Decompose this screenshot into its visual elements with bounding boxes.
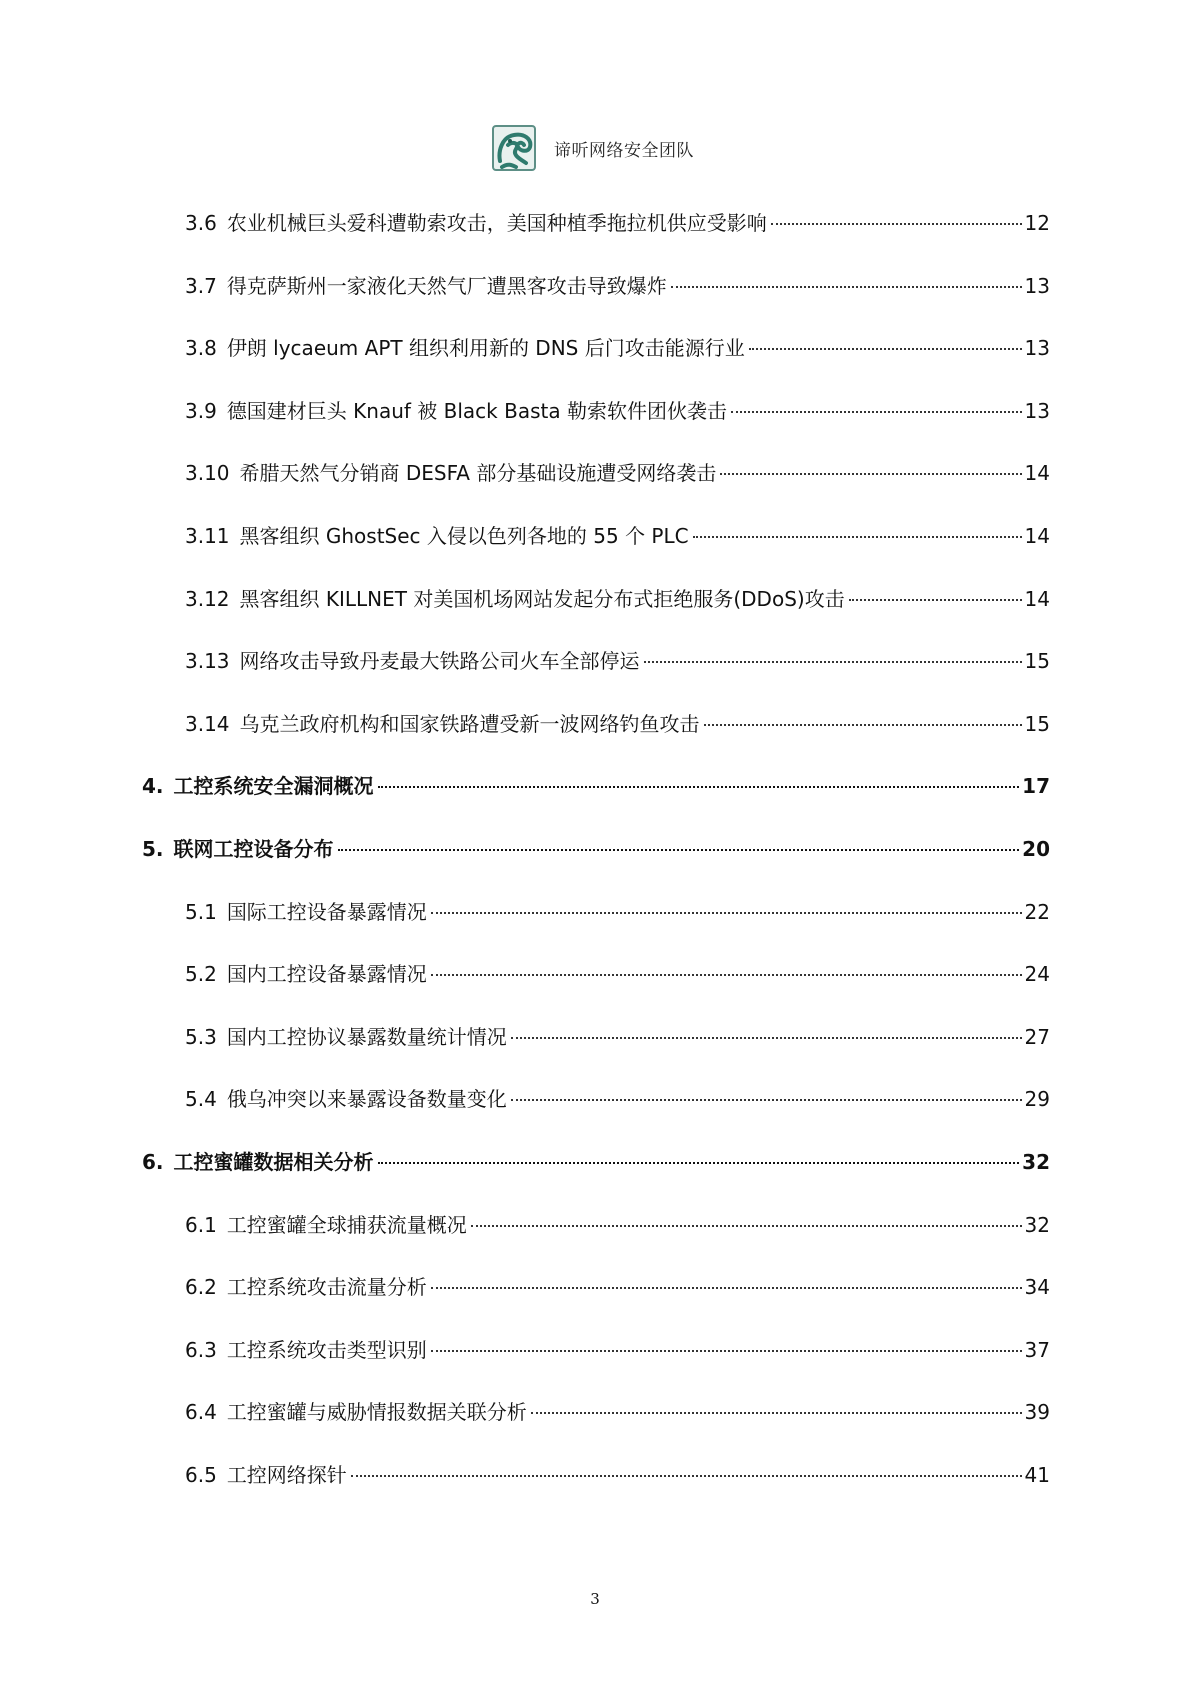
toc-entry-title: 乌克兰政府机构和国家铁路遭受新一波网络钓鱼攻击 <box>239 711 700 736</box>
toc-entry[interactable] <box>185 709 1050 739</box>
toc-entry[interactable] <box>142 771 1050 801</box>
dot-leader <box>431 1287 1022 1289</box>
toc-entry-title: 工控蜜罐全球捕获流量概况 <box>226 1212 467 1237</box>
toc-entry-number: 5.3 <box>185 1024 217 1049</box>
toc-entry[interactable] <box>185 1460 1050 1490</box>
dot-leader <box>511 1099 1022 1101</box>
dot-leader <box>671 286 1022 288</box>
toc-entry-page: 27 <box>1024 1024 1050 1049</box>
toc-entry-page: 32 <box>1024 1212 1050 1237</box>
dot-leader <box>849 599 1022 601</box>
toc-entry-title: 联网工控设备分布 <box>173 837 334 861</box>
toc-entry-number: 4. <box>142 774 164 799</box>
toc-entry-title: 希腊天然气分销商 DESFA 部分基础设施遭受网络袭击 <box>239 461 717 486</box>
dot-leader <box>531 1412 1022 1414</box>
toc-entry-number: 3.7 <box>185 273 217 298</box>
dot-leader <box>731 411 1022 413</box>
dot-leader <box>704 724 1022 726</box>
toc-entry-title: 农业机械巨头爱科遭勒索攻击，美国种植季拖拉机供应受影响 <box>226 211 767 235</box>
dot-leader <box>338 849 1020 851</box>
toc-entry[interactable] <box>142 834 1050 864</box>
toc-entry-page: 24 <box>1024 962 1050 987</box>
toc-entry-title: 黑客组织 GhostSec 入侵以色列各地的 55 个 PLC <box>239 524 689 548</box>
toc-entry-number: 6.1 <box>185 1212 217 1237</box>
toc-entry-title: 工控系统攻击类型识别 <box>226 1337 427 1362</box>
toc-entry[interactable] <box>185 333 1050 363</box>
toc-entry-title: 国内工控设备暴露情况 <box>226 962 427 987</box>
toc-entry-number: 6.4 <box>185 1400 217 1425</box>
dot-leader <box>693 536 1022 538</box>
toc-entry-title: 俄乌冲突以来暴露设备数量变化 <box>226 1087 507 1112</box>
toc-entry-title: 工控网络探针 <box>226 1463 347 1487</box>
toc-entry-number: 3.6 <box>185 211 217 235</box>
toc-entry[interactable] <box>185 458 1050 488</box>
toc-entry-page: 15 <box>1024 649 1050 674</box>
dot-leader <box>471 1225 1022 1227</box>
toc-entry-page: 29 <box>1024 1087 1050 1112</box>
dot-leader <box>431 974 1022 976</box>
toc-entry[interactable] <box>185 646 1050 676</box>
toc-entry-number: 5.1 <box>185 899 217 924</box>
toc-entry[interactable] <box>185 1084 1050 1114</box>
toc-entry-number: 6.5 <box>185 1463 217 1487</box>
dot-leader <box>378 1162 1020 1164</box>
dot-leader <box>771 223 1022 225</box>
toc-entry-number: 5.2 <box>185 962 217 987</box>
toc-entry-page: 13 <box>1024 398 1050 423</box>
dot-leader <box>644 661 1022 663</box>
toc-entry-title: 国内工控协议暴露数量统计情况 <box>226 1024 507 1049</box>
toc-entry-number: 3.13 <box>185 649 230 674</box>
toc-entry-title: 伊朗 lycaeum APT 组织利用新的 DNS 后门攻击能源行业 <box>226 336 745 361</box>
toc-entry-title: 工控系统安全漏洞概况 <box>173 774 374 799</box>
toc-entry[interactable] <box>185 1210 1050 1240</box>
dot-leader <box>720 473 1021 475</box>
toc-entry-page: 17 <box>1022 774 1050 799</box>
toc-entry-number: 5.4 <box>185 1087 217 1112</box>
toc-entry[interactable] <box>185 521 1050 551</box>
toc-entry[interactable] <box>142 1147 1050 1177</box>
toc-entry[interactable] <box>185 271 1050 301</box>
dot-leader <box>431 1350 1022 1352</box>
toc-entry-number: 6.2 <box>185 1275 217 1300</box>
toc-entry[interactable] <box>185 396 1050 426</box>
toc-entry-page: 14 <box>1024 586 1050 611</box>
toc-entry-page: 20 <box>1022 837 1050 861</box>
toc-entry-number: 5. <box>142 837 164 861</box>
toc-entry-page: 14 <box>1024 524 1050 548</box>
page-header <box>490 122 694 174</box>
dot-leader <box>378 786 1020 788</box>
toc-entry-page: 39 <box>1024 1400 1050 1425</box>
toc-entry-page: 13 <box>1024 336 1050 361</box>
toc-entry-page: 22 <box>1024 899 1050 924</box>
dot-leader <box>511 1037 1022 1039</box>
toc-entry-page: 12 <box>1024 211 1050 235</box>
toc-entry-number: 6. <box>142 1150 164 1174</box>
dragon-seal-logo <box>490 123 538 173</box>
organization-name: 谛听网络安全团队 <box>554 140 694 161</box>
dot-leader <box>351 1475 1022 1477</box>
page-number: 3 <box>590 1590 600 1608</box>
toc-entry-title: 黑客组织 KILLNET 对美国机场网站发起分布式拒绝服务(DDoS)攻击 <box>239 586 845 611</box>
toc-entry-title: 国际工控设备暴露情况 <box>226 899 427 924</box>
toc-entry-title: 工控蜜罐与威胁情报数据关联分析 <box>226 1400 527 1425</box>
toc-entry-number: 6.3 <box>185 1337 217 1362</box>
toc-entry[interactable] <box>185 1022 1050 1052</box>
toc-entry-number: 3.14 <box>185 711 230 736</box>
toc-entry-page: 14 <box>1024 461 1050 486</box>
toc-entry[interactable] <box>185 208 1050 238</box>
toc-entry[interactable] <box>185 1272 1050 1302</box>
toc-entry-page: 32 <box>1022 1150 1050 1174</box>
toc-entry-title: 得克萨斯州一家液化天然气厂遭黑客攻击导致爆炸 <box>226 273 667 298</box>
toc-entry[interactable] <box>185 959 1050 989</box>
toc-entry-title: 网络攻击导致丹麦最大铁路公司火车全部停运 <box>239 649 640 674</box>
toc-entry[interactable] <box>185 897 1050 927</box>
toc-entry[interactable] <box>185 584 1050 614</box>
toc-entry-page: 34 <box>1024 1275 1050 1300</box>
toc-entry-title: 德国建材巨头 Knauf 被 Black Basta 勒索软件团伙袭击 <box>226 398 727 423</box>
dot-leader <box>431 912 1022 914</box>
toc-entry-page: 15 <box>1024 711 1050 736</box>
toc-entry-page: 13 <box>1024 273 1050 298</box>
toc-entry-number: 3.12 <box>185 586 230 611</box>
toc-entry-number: 3.8 <box>185 336 217 361</box>
toc-entry-number: 3.10 <box>185 461 230 486</box>
toc-entry[interactable] <box>185 1335 1050 1365</box>
toc-entry[interactable] <box>185 1397 1050 1427</box>
toc-entry-page: 41 <box>1024 1463 1050 1487</box>
toc-entry-title: 工控系统攻击流量分析 <box>226 1275 427 1300</box>
toc-entry-number: 3.11 <box>185 524 230 548</box>
toc-entry-page: 37 <box>1024 1337 1050 1362</box>
toc-entry-number: 3.9 <box>185 398 217 423</box>
toc-entry-title: 工控蜜罐数据相关分析 <box>173 1150 374 1174</box>
dot-leader <box>749 348 1022 350</box>
